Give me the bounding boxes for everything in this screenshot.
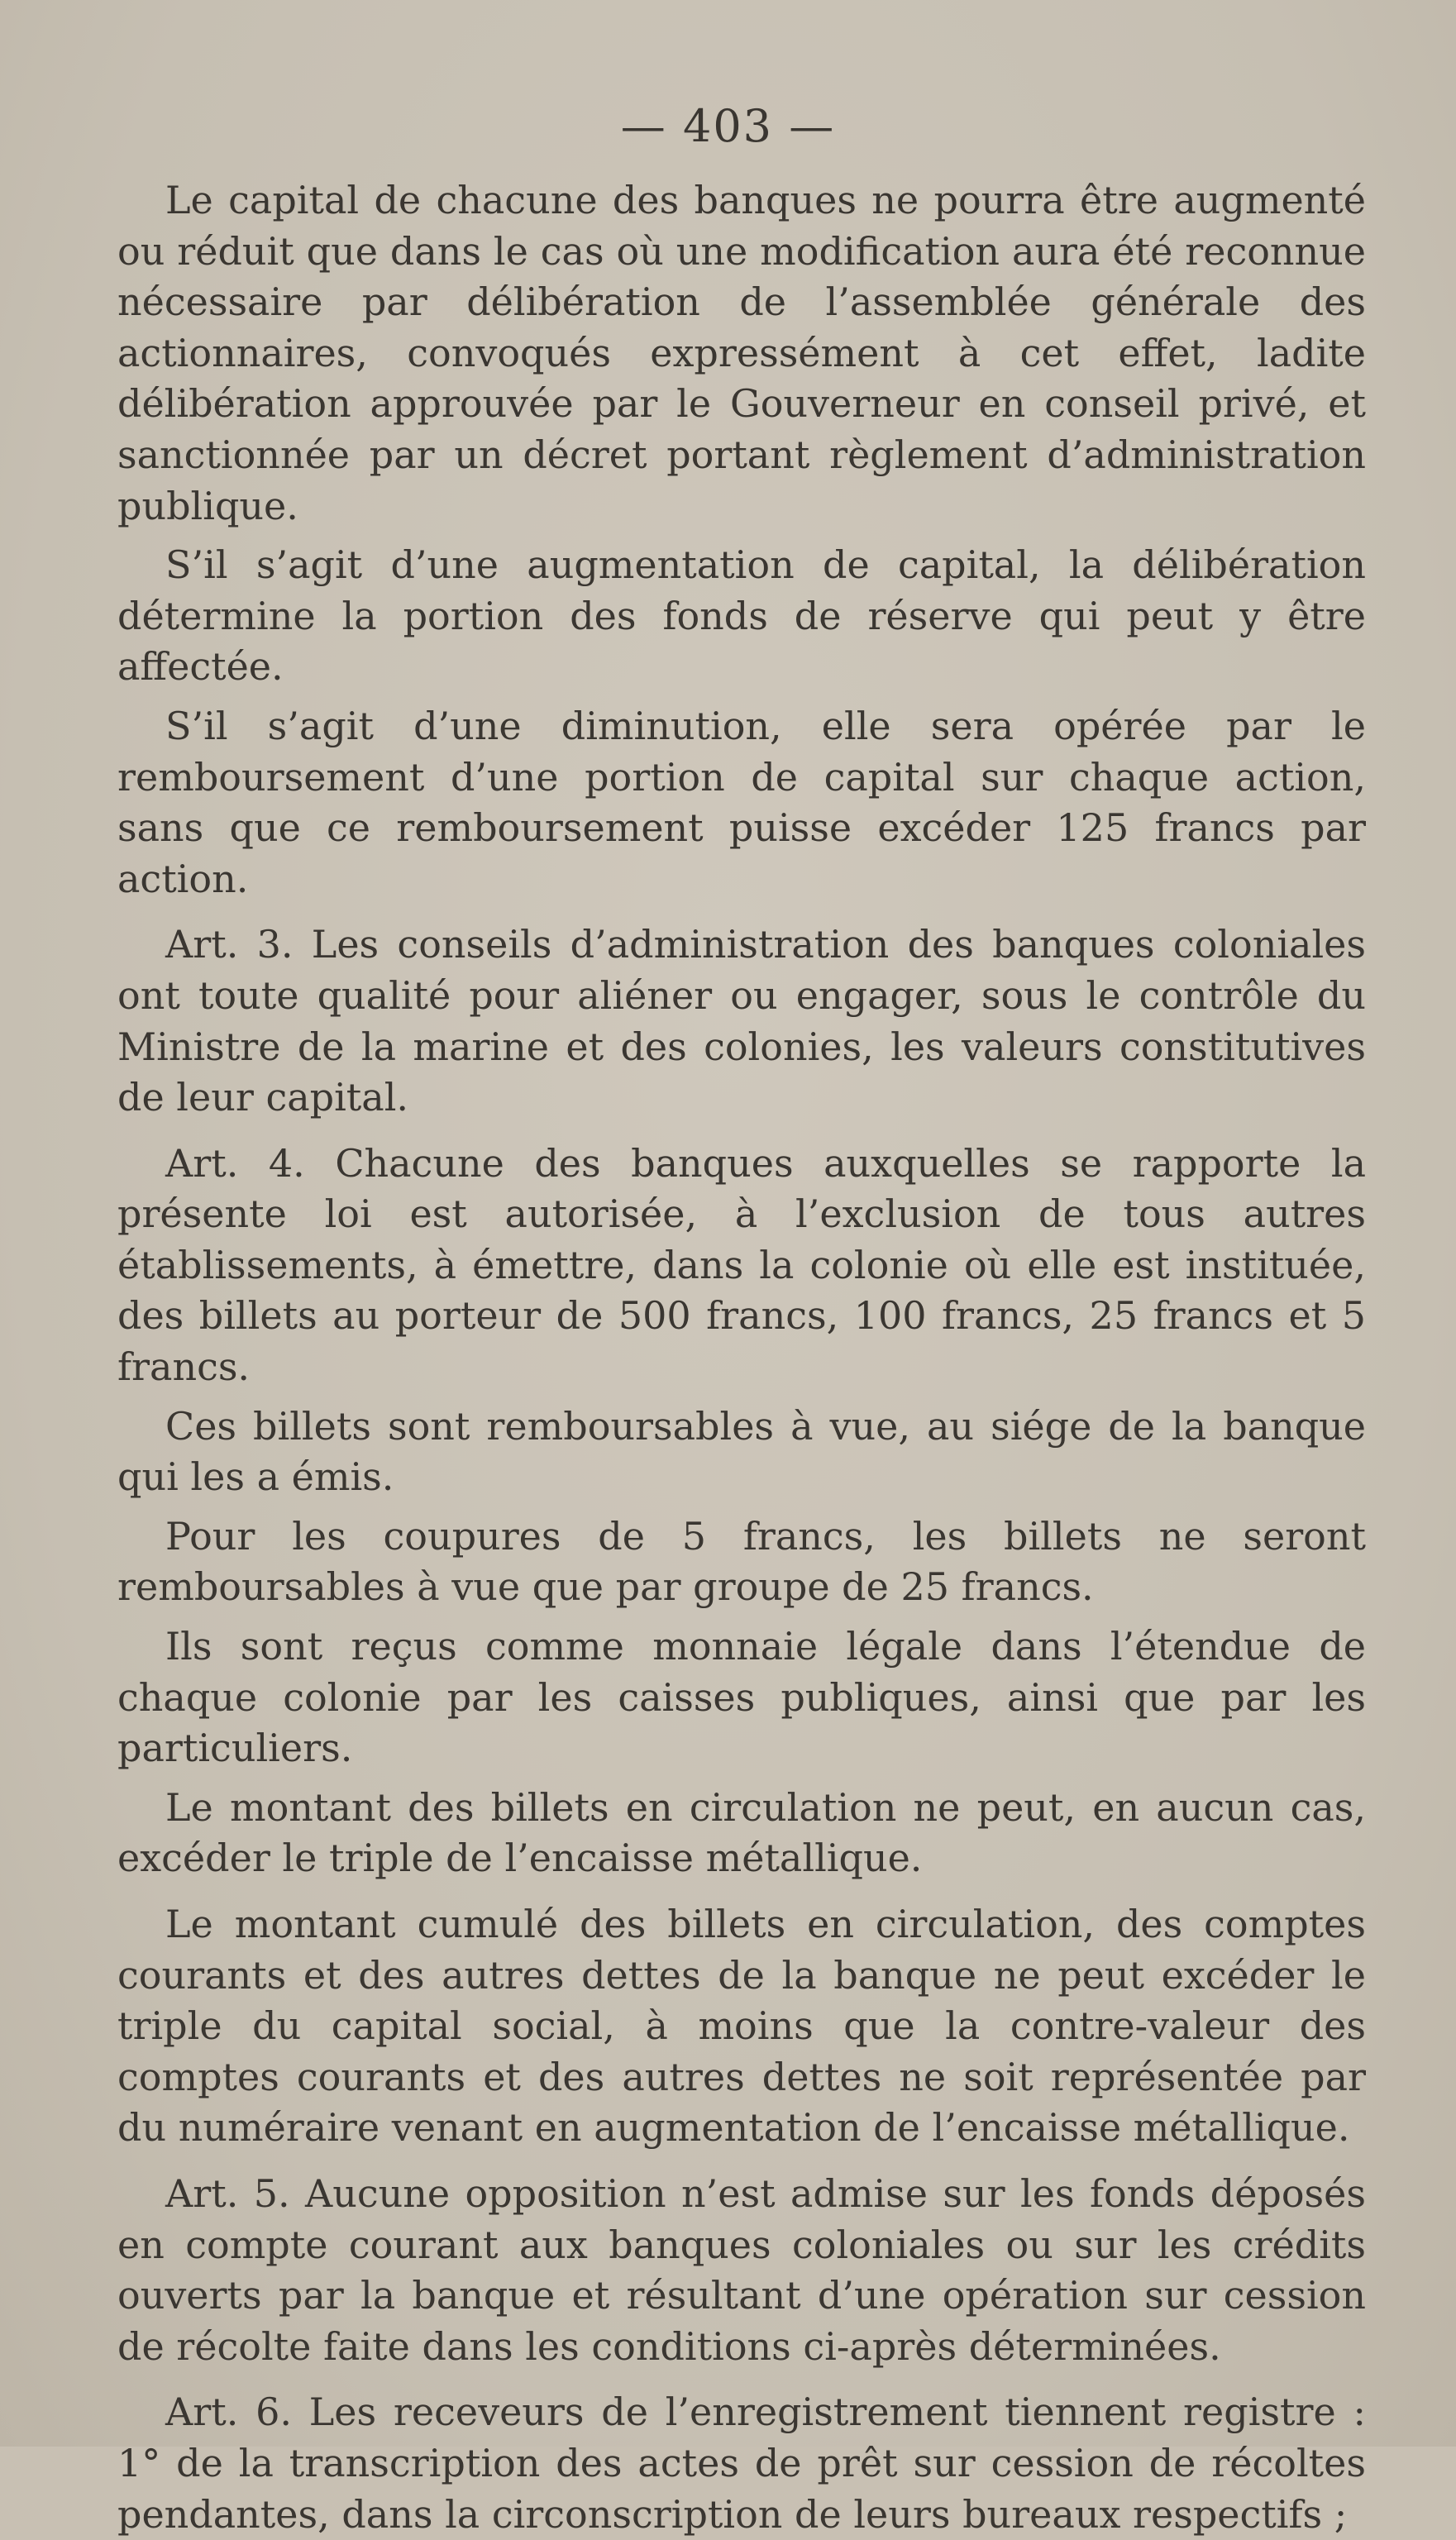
- paragraph-montant-billets: Le montant des billets en circulation ne peut, en aucun cas, excéder le triple de l’encaisse métallique.: [117, 1784, 1366, 1881]
- paragraph-billets-remboursables: Ces billets sont remboursables à vue, au siége de la banque qui les a émis.: [117, 1403, 1366, 1500]
- paragraph-capital-modification: Le capital de chacune des banques ne pourra être augmenté ou réduit que dans le cas où une modification aura été reconnue nécessaire par délibération de l’assemblée générale des actionnaires, convoqués expressément à cet effet, ladite délibération approuvée par le Gouverneur en conseil privé, et sanctionnée par un décret portant règlement d’administration publique.: [117, 178, 1366, 528]
- paragraph-monnaie-legale: Ils sont reçus comme monnaie légale dans l’étendue de chaque colonie par les caisses publiques, ainsi que par les particuliers.: [117, 1624, 1366, 1771]
- paragraph-capital-increase: S’il s’agit d’une augmentation de capital, la délibération détermine la portion des fonds de réserve qui peut y être affectée.: [117, 542, 1366, 690]
- paragraph-montant-cumule: Le montant cumulé des billets en circulation, des comptes courants et des autres dettes de la banque ne peut excéder le triple du capital social, à moins que la contre-valeur des comptes courants et des autres dettes ne soit représentée par du numéraire venant en augmentation de l’encaisse métallique.: [117, 1902, 1366, 2151]
- paragraph-article-4: Art. 4. Chacune des banques auxquelles se rapporte la présente loi est autorisée, à l’exclusion de tous autres établissements, à émettre, dans la colonie où elle est instituée, des billets au porteur de 500 francs, 100 francs, 25 francs et 5 francs.: [117, 1140, 1366, 1390]
- paragraph-article-6: Art. 6. Les receveurs de l’enregistrement tiennent registre : 1° de la transcription des actes de prêt sur cession de récoltes pendantes, dans la circonscription de leurs bureaux respectifs ;: [117, 2390, 1366, 2537]
- page-number: — 403 —: [620, 100, 836, 152]
- paragraph-article-5: Art. 5. Aucune opposition n’est admise sur les fonds déposés en compte courant aux banques coloniales ou sur les crédits ouverts par la banque et résultant d’une opération sur cession de récolte faite dans les conditions ci-après déterminées.: [117, 2170, 1366, 2369]
- paragraph-article-3: Art. 3. Les conseils d’administration des banques coloniales ont toute qualité pour aliéner ou engager, sous le contrôle du Ministre de la marine et des colonies, les valeurs constitutives de leur capital.: [117, 922, 1366, 1120]
- paragraph-capital-decrease: S’il s’agit d’une diminution, elle sera opérée par le remboursement d’une portion de capital sur chaque action, sans que ce remboursement puisse excéder 125 francs par action.: [117, 703, 1366, 901]
- body-text: [117, 175, 1366, 2540]
- paragraph-coupures: Pour les coupures de 5 francs, les billets ne seront remboursables à vue que par groupe de 25 francs.: [117, 1513, 1366, 1610]
